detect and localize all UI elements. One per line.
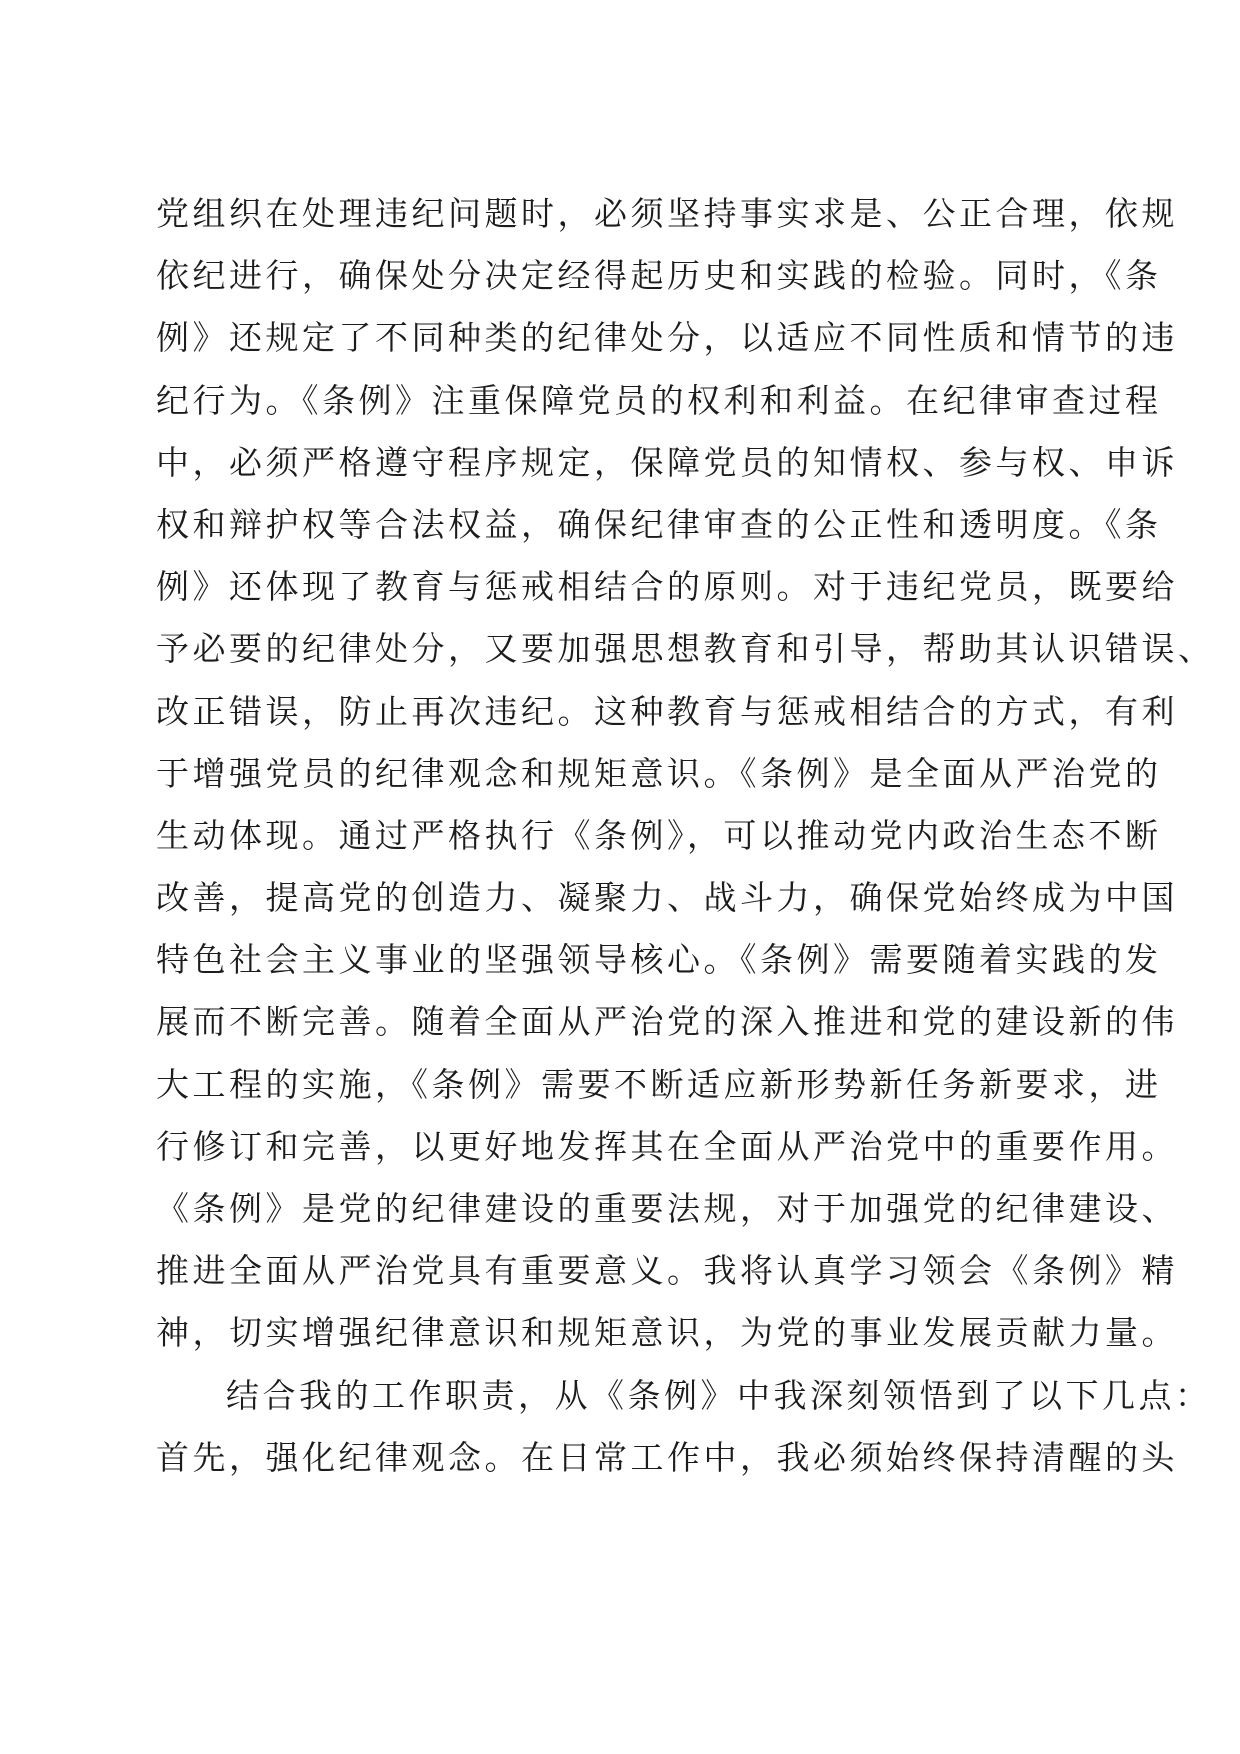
text-line: 推进全面从严治党具有重要意义。我将认真学习领会《条例》精 [156,1251,1178,1291]
body-text [156,183,1215,1489]
text-line: 神，切实增强纪律意识和规矩意识，为党的事业发展贡献力量。 [156,1313,1178,1353]
text-line: 展而不断完善。随着全面从严治党的深入推进和党的建设新的伟 [156,1002,1178,1042]
text-line: 纪行为。《条例》注重保障党员的权利和利益。在纪律审查过程 [156,380,1162,420]
text-line: 依纪进行，确保处分决定经得起历史和实践的检验。同时，《条 [156,256,1162,296]
text-line: 于增强党员的纪律观念和规矩意识。《条例》是全面从严治党的 [156,753,1162,793]
text-line: 改正错误，防止再次违纪。这种教育与惩戒相结合的方式，有利 [156,691,1178,731]
text-line: 权和辩护权等合法权益，确保纪律审查的公正性和透明度。《条 [156,504,1162,544]
text-line: 予必要的纪律处分，又要加强思想教育和引导，帮助其认识错误、 [156,629,1215,669]
text-line: 《条例》是党的纪律建设的重要法规，对于加强党的纪律建设、 [156,1189,1178,1228]
text-line: 党组织在处理违纪问题时，必须坚持事实求是、公正合理，依规 [156,194,1178,233]
text-line: 生动体现。通过严格执行《条例》，可以推动党内政治生态不断 [156,815,1162,855]
text-line: 大工程的实施，《条例》需要不断适应新形势新任务新要求，进 [156,1064,1162,1104]
text-line: 例》还规定了不同种类的纪律处分，以适应不同性质和情节的违 [156,318,1178,358]
text-line: 行修订和完善，以更好地发挥其在全面从严治党中的重要作用。 [156,1126,1178,1166]
text-line: 改善，提高党的创造力、凝聚力、战斗力，确保党始终成为中国 [156,878,1178,918]
text-line: 特色社会主义事业的坚强领导核心。《条例》需要随着实践的发 [156,940,1162,980]
text-line: 例》还体现了教育与惩戒相结合的原则。对于违纪党员，既要给 [156,567,1178,607]
paragraph-start-line: 结合我的工作职责，从《条例》中我深刻领悟到了以下几点： [226,1375,1212,1415]
text-line: 中，必须严格遵守程序规定，保障党员的知情权、参与权、申诉 [156,442,1178,482]
text-line: 首先，强化纪律观念。在日常工作中，我必须始终保持清醒的头 [156,1437,1178,1477]
